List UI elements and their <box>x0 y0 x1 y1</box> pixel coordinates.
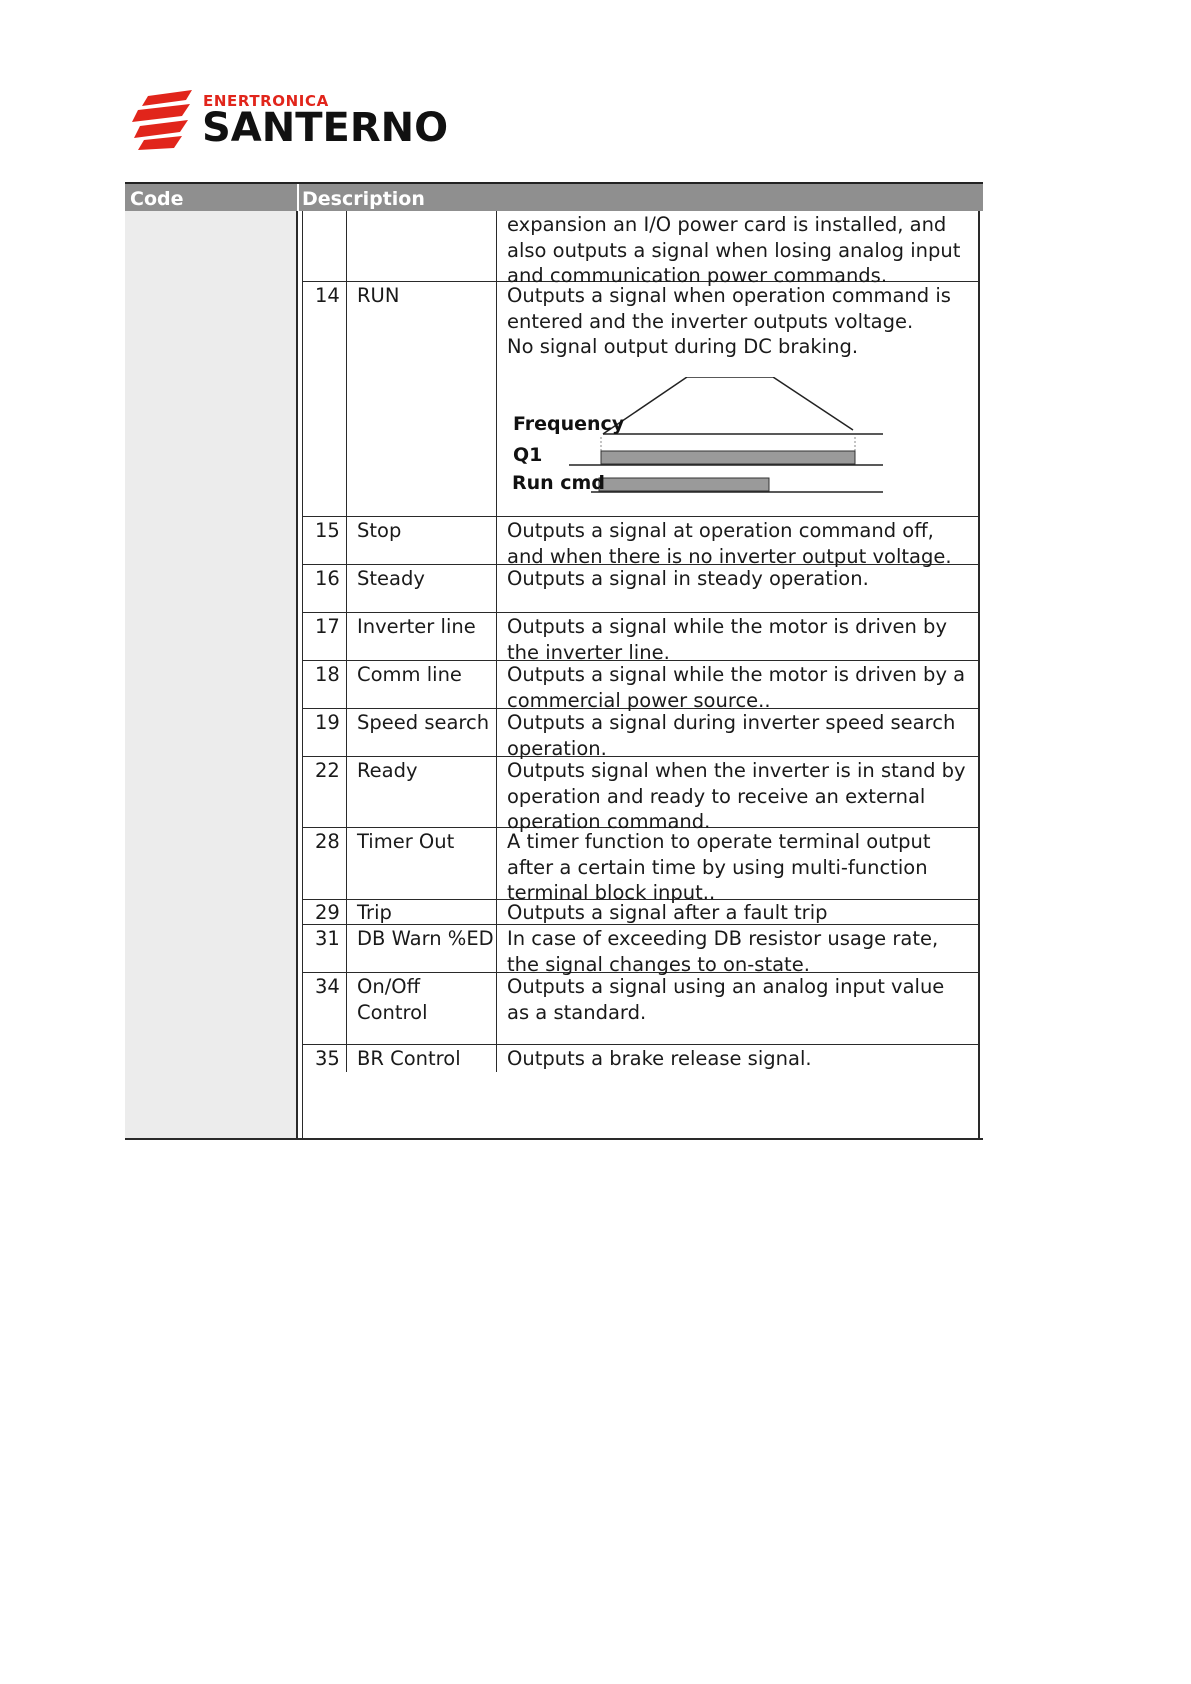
function-name: Timer Out <box>347 828 497 899</box>
frequency-label: Frequency <box>513 413 625 435</box>
table-row <box>303 211 978 287</box>
function-description: Outputs a signal while the motor is driven by the inverter line. <box>507 615 947 664</box>
function-description: Outputs signal when the inverter is in stand by operation and ready to receive an external operation command. <box>507 759 966 833</box>
run-cmd-label: Run cmd <box>512 472 605 494</box>
table-row <box>303 517 978 568</box>
function-number: 16 <box>303 565 347 612</box>
function-number: 14 <box>303 282 347 516</box>
function-number: 29 <box>303 900 347 924</box>
function-description: Outputs a signal at operation command off, and when there is no inverter output voltage. <box>507 519 952 568</box>
santerno-mark-icon <box>130 90 196 150</box>
q1-label: Q1 <box>513 444 543 466</box>
function-name: Steady <box>347 565 497 612</box>
function-number <box>303 211 347 281</box>
function-name: Speed search <box>347 709 497 756</box>
table-bottom-border <box>125 1138 983 1140</box>
function-number: 15 <box>303 517 347 564</box>
column-divider <box>296 211 298 1140</box>
function-number: 35 <box>303 1045 347 1072</box>
function-name: Trip <box>347 900 497 924</box>
santerno-logo <box>130 88 450 158</box>
function-name: RUN <box>347 282 497 516</box>
function-number: 28 <box>303 828 347 899</box>
run-description-text: Outputs a signal when operation command is entered and the inverter outputs voltage. No signal output during DC braking. <box>507 284 951 358</box>
header-description: Description <box>302 188 425 210</box>
function-description: expansion an I/O power card is installed, and also outputs a signal when losing analog input and communication power commands. <box>507 213 961 287</box>
function-description: Outputs a signal during inverter speed search operation. <box>507 711 956 760</box>
function-name: Comm line <box>347 661 497 708</box>
table-row <box>303 613 978 664</box>
table-row <box>303 973 978 1045</box>
function-name: Ready <box>347 757 497 827</box>
table-row <box>303 709 978 760</box>
function-description: A timer function to operate terminal output after a certain time by using multi-function terminal block input.. <box>507 830 931 904</box>
table-right-border <box>978 211 980 1138</box>
table-row <box>303 565 978 613</box>
function-name: BR Control <box>347 1045 497 1072</box>
function-name: DB Warn %ED <box>347 925 497 972</box>
function-number: 18 <box>303 661 347 708</box>
frequency-waveform <box>603 377 853 434</box>
table-row <box>303 900 978 925</box>
output-function-table <box>125 182 983 1140</box>
table-row <box>303 661 978 712</box>
function-description: Outputs a signal using an analog input value as a standard. <box>507 975 945 1024</box>
function-number: 22 <box>303 757 347 827</box>
function-name: On/Off Control <box>347 973 497 1044</box>
function-description: In case of exceeding DB resistor usage rate, the signal changes to on-state. <box>507 927 939 976</box>
header-code: Code <box>130 188 184 210</box>
function-number: 19 <box>303 709 347 756</box>
table-row <box>303 828 978 904</box>
function-number: 34 <box>303 973 347 1044</box>
q1-on-bar <box>601 451 855 464</box>
run-cmd-on-bar <box>599 478 769 491</box>
table-row <box>303 1045 978 1072</box>
table-row <box>303 925 978 976</box>
function-list <box>303 211 978 1140</box>
table-row <box>303 282 978 517</box>
function-description: Outputs a signal while the motor is driven by a commercial power source.. <box>507 663 966 712</box>
function-number: 31 <box>303 925 347 972</box>
header-separator <box>297 184 299 211</box>
function-name: Inverter line <box>347 613 497 660</box>
brand-title: SANTERNO <box>202 105 449 151</box>
code-column <box>125 211 296 1140</box>
table-row <box>303 757 978 833</box>
table-header <box>125 182 983 211</box>
function-description: Outputs a signal in steady operation. <box>507 567 869 590</box>
run-timing-diagram <box>511 377 911 507</box>
function-name: Stop <box>347 517 497 564</box>
function-description: Outputs a brake release signal. <box>507 1047 812 1070</box>
brand-subtitle: ENERTRONICA <box>203 92 329 110</box>
function-name <box>347 211 497 281</box>
function-description: Outputs a signal after a fault trip <box>507 901 828 924</box>
function-number: 17 <box>303 613 347 660</box>
function-description <box>497 282 978 516</box>
